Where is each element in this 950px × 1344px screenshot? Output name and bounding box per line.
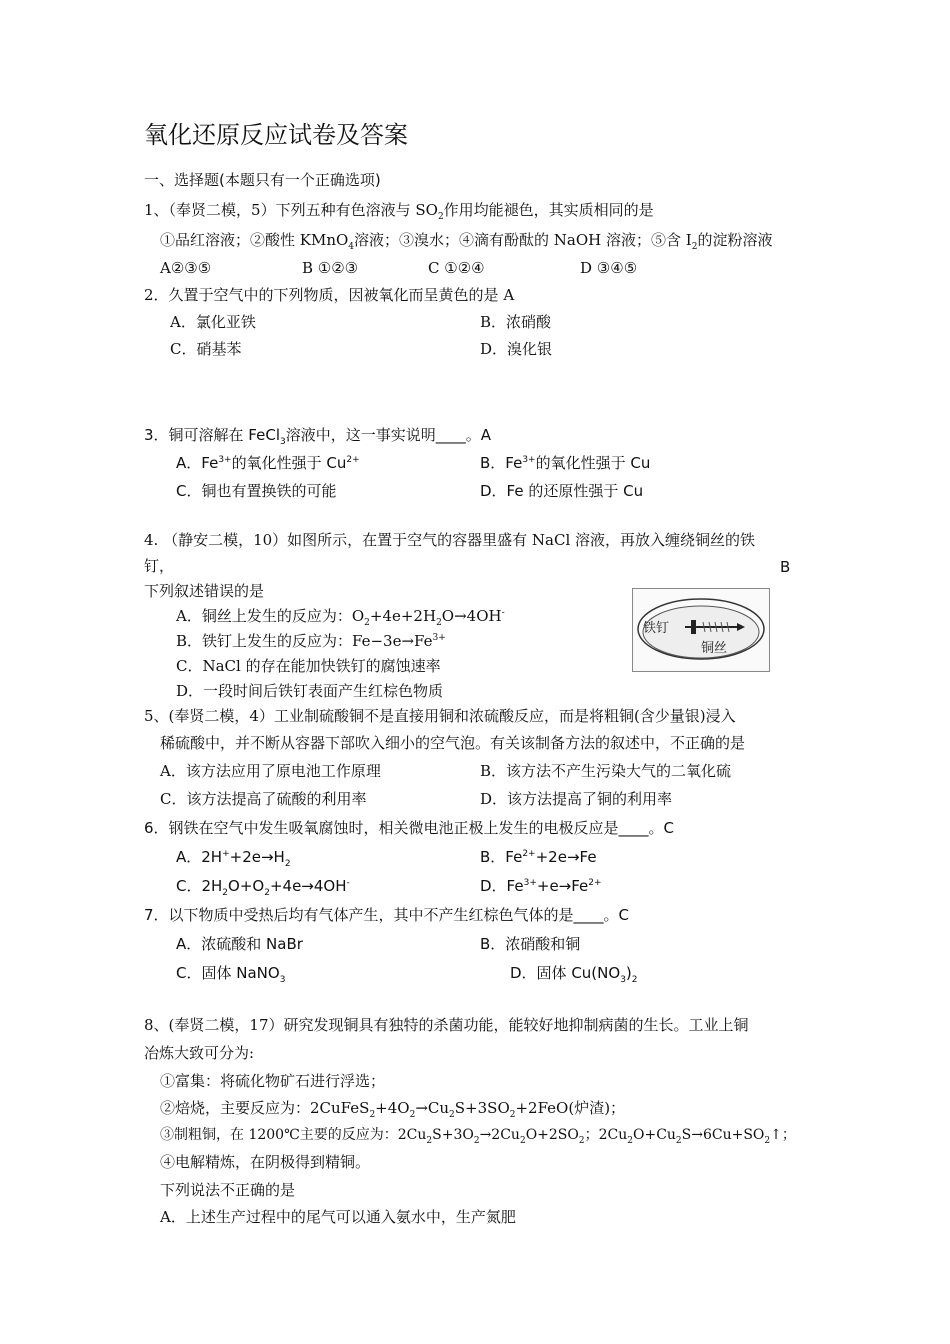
question-5-option-a: A．该方法应用了原电池工作原理 <box>160 762 381 780</box>
question-7-stem: 7．以下物质中受热后均有气体产生，其中不产生红棕色气体的是____。C <box>144 906 630 924</box>
question-6-stem: 6．钢铁在空气中发生吸氧腐蚀时，相关微电池正极上发生的电极反应是____。C <box>144 819 675 837</box>
question-5-stem: 5、(奉贤二模，4）工业制硫酸铜不是直接用铜和浓硫酸反应，而是将粗铜(含少量银)浸入 <box>144 707 736 725</box>
corrosion-figure <box>632 588 770 672</box>
question-5-stem-continued: 稀硫酸中，并不断从容器下部吹入细小的空气泡。有关该制备方法的叙述中，不正确的是 <box>160 734 746 752</box>
question-8-option-a: A．上述生产过程中的尾气可以通入氨水中，生产氮肥 <box>160 1208 516 1226</box>
question-6-option-d: D．$Fe^{3+}+e\to Fe^{2+}$ <box>480 877 602 895</box>
question-2-option-d: D．溴化银 <box>480 340 553 358</box>
question-1-option-b: B ①②③ <box>302 259 359 277</box>
question-7-option-b: B．浓硝酸和铜 <box>480 935 581 953</box>
question-4-answer: B <box>780 558 791 576</box>
label-copper-wire: 铜丝 <box>701 641 728 656</box>
question-1-option-c: C ①②④ <box>428 259 485 277</box>
question-1-option-d: D ③④⑤ <box>580 259 638 277</box>
label-iron-nail: 铁钉 <box>643 621 670 636</box>
question-8-step-2: ②焙烧，主要反应为：$2CuFeS_2+4O_2\to Cu_2S+3SO_2+2FeO$(炉渣)； <box>160 1099 626 1120</box>
question-4-prompt: 下列叙述错误的是 <box>144 582 265 600</box>
question-2-option-c: C．硝基苯 <box>170 340 242 358</box>
question-7-option-c: C．固体 NaNO$_3$ <box>176 964 286 985</box>
question-2-option-a: A．氯化亚铁 <box>170 313 256 331</box>
page-title: 氧化还原反应试卷及答案 <box>144 121 408 149</box>
question-4-stem: 4. （静安二模，10）如图所示，在置于空气的容器里盛有 NaCl 溶液，再放入缠绕铜丝的铁 <box>144 531 756 549</box>
question-6-option-c: C．$2H_2O+O_2+4e\to 4OH^-$ <box>176 877 350 898</box>
section-heading: 一、选择题(本题只有一个正确选项) <box>144 171 381 189</box>
question-5-option-b: B．该方法不产生污染大气的二氧化硫 <box>480 762 732 780</box>
question-4-option-b: B．铁钉上发生的反应为：$Fe-3e\to Fe^{3+}$ <box>176 632 446 650</box>
question-4-option-c: C．NaCl 的存在能加快铁钉的腐蚀速率 <box>176 657 441 675</box>
petri-dish-illustration <box>633 589 769 671</box>
question-1-stem: 1、（奉贤二模，5）下列五种有色溶液与 $SO_2$作用均能褪色，其实质相同的是 <box>144 201 654 222</box>
question-8-stem-continued: 冶炼大致可分为: <box>144 1044 255 1062</box>
question-8-step-3: ③制粗铜，在 1200℃主要的反应为：$2Cu_2S+3O_2\to 2Cu_2O+2SO_2$；$2Cu_2O+Cu_2S\to 6Cu+SO_2↑$； <box>160 1127 796 1146</box>
question-5-option-d: D．该方法提高了铜的利用率 <box>480 790 673 808</box>
iron-nail-head <box>691 620 696 634</box>
question-6-option-a: A．$2H^++2e\to H_2$ <box>176 848 291 869</box>
question-7-option-a: A．浓硫酸和 NaBr <box>176 935 303 953</box>
question-3-option-d: D．Fe 的还原性强于 Cu <box>480 482 644 500</box>
question-8-step-4: ④电解精炼，在阴极得到精铜。 <box>160 1153 371 1171</box>
question-8-stem: 8、(奉贤二模，17）研究发现铜具有独特的杀菌功能，能较好地抑制病菌的生长。工业上铜 <box>144 1016 749 1034</box>
question-4-stem-continued: 钉， <box>144 557 175 575</box>
question-1-option-a: A②③⑤ <box>160 259 212 277</box>
question-8-prompt: 下列说法不正确的是 <box>160 1181 296 1199</box>
question-2-option-b: B．浓硝酸 <box>480 313 552 331</box>
question-3-option-a: A．$Fe^{3+}$的氧化性强于 $Cu^{2+}$ <box>176 454 360 472</box>
question-3-stem: 3．铜可溶解在 FeCl$_3$溶液中，这一事实说明____。A <box>144 426 491 447</box>
question-7-option-d: D．固体 $Cu(NO_3)_2$ <box>510 964 638 985</box>
question-5-option-c: C．该方法提高了硫酸的利用率 <box>160 790 367 808</box>
question-6-option-b: B．$Fe^{2+}+2e\to Fe$ <box>480 848 597 866</box>
question-1-items: ①品红溶液；②酸性 KMnO$_4$溶液；③溴水；④滴有酚酞的 NaOH 溶液；⑤含 $I_2$的淀粉溶液 <box>160 231 773 252</box>
question-2-stem: 2．久置于空气中的下列物质，因被氧化而呈黄色的是 A <box>144 286 515 304</box>
question-4-option-d: D．一段时间后铁钉表面产生红棕色物质 <box>176 682 444 700</box>
question-8-step-1: ①富集：将硫化物矿石进行浮选； <box>160 1072 386 1090</box>
question-4-option-a: A．铜丝上发生的反应为：$O_2+4e+2H_2O\to 4OH^-$ <box>176 607 505 628</box>
question-3-option-b: B．$Fe^{3+}$的氧化性强于 Cu <box>480 454 651 472</box>
question-3-option-c: C．铜也有置换铁的可能 <box>176 482 337 500</box>
